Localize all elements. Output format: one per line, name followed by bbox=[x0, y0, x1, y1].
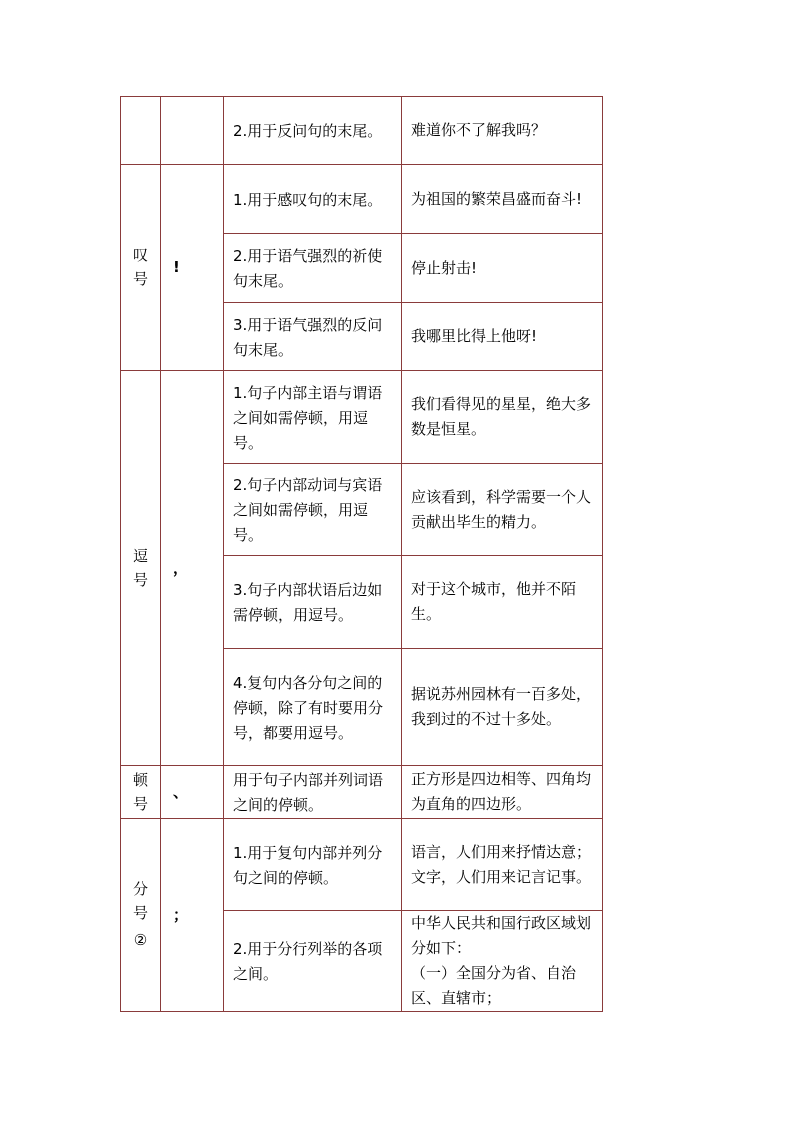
usage-cell: 1.句子内部主语与谓语之间如需停顿，用逗号。 bbox=[224, 371, 402, 464]
usage-cell: 用于句子内部并列词语之间的停顿。 bbox=[224, 766, 402, 819]
usage-cell: 1.用于复句内部并列分句之间的停顿。 bbox=[224, 819, 402, 911]
punct-name-cell bbox=[121, 97, 161, 165]
punct-symbol: ， bbox=[161, 371, 224, 766]
punct-name-cell bbox=[121, 819, 161, 1012]
table-row bbox=[121, 97, 603, 165]
footnote-mark: ② bbox=[133, 931, 148, 949]
punct-name: 顿号 bbox=[133, 770, 149, 813]
punct-name-cell bbox=[121, 371, 161, 766]
example-cell: 据说苏州园林有一百多处，我到过的不过十多处。 bbox=[402, 649, 603, 766]
example-cell: 为祖国的繁荣昌盛而奋斗! bbox=[402, 165, 603, 234]
punct-symbol-cell bbox=[161, 97, 224, 165]
punct-name: 逗号 bbox=[133, 546, 149, 589]
table-row bbox=[121, 371, 603, 464]
table-row bbox=[121, 766, 603, 819]
example-line: 中华人民共和国行政区域划分如下： bbox=[411, 914, 592, 957]
punct-symbol: ! bbox=[161, 165, 224, 371]
punct-symbol: ； bbox=[161, 819, 224, 1012]
example-cell: 我们看得见的星星，绝大多数是恒星。 bbox=[402, 371, 603, 464]
punct-name: 分号 bbox=[133, 880, 149, 922]
punct-name-cell bbox=[121, 165, 161, 371]
punct-symbol: 、 bbox=[161, 766, 224, 819]
usage-cell: 4.复句内各分句之间的停顿，除了有时要用分号，都要用逗号。 bbox=[224, 649, 402, 766]
usage-cell: 3.用于语气强烈的反问句末尾。 bbox=[224, 303, 402, 371]
table-row bbox=[121, 819, 603, 911]
example-cell bbox=[402, 911, 603, 1012]
usage-cell: 1.用于感叹句的末尾。 bbox=[224, 165, 402, 234]
usage-cell: 2.用于语气强烈的祈使句末尾。 bbox=[224, 234, 402, 303]
punct-name-cell bbox=[121, 766, 161, 819]
punct-name: 叹号 bbox=[133, 246, 149, 288]
usage-cell: 2.句子内部动词与宾语之间如需停顿，用逗号。 bbox=[224, 464, 402, 556]
usage-cell: 2.用于反问句的末尾。 bbox=[224, 97, 402, 165]
example-cell: 正方形是四边相等、四角均为直角的四边形。 bbox=[402, 766, 603, 819]
table-row bbox=[121, 165, 603, 234]
punctuation-table bbox=[120, 96, 603, 1012]
example-cell: 难道你不了解我吗？ bbox=[402, 97, 603, 165]
example-cell: 应该看到，科学需要一个人贡献出毕生的精力。 bbox=[402, 464, 603, 556]
example-cell: 停止射击! bbox=[402, 234, 603, 303]
example-cell: 语言，人们用来抒情达意；文字，人们用来记言记事。 bbox=[402, 819, 603, 911]
example-line: （一）全国分为省、自治区、直辖市； bbox=[411, 964, 577, 1007]
example-cell: 对于这个城市，他并不陌生。 bbox=[402, 556, 603, 649]
example-cell: 我哪里比得上他呀! bbox=[402, 303, 603, 371]
usage-cell: 2.用于分行列举的各项之间。 bbox=[224, 911, 402, 1012]
usage-cell: 3.句子内部状语后边如需停顿，用逗号。 bbox=[224, 556, 402, 649]
